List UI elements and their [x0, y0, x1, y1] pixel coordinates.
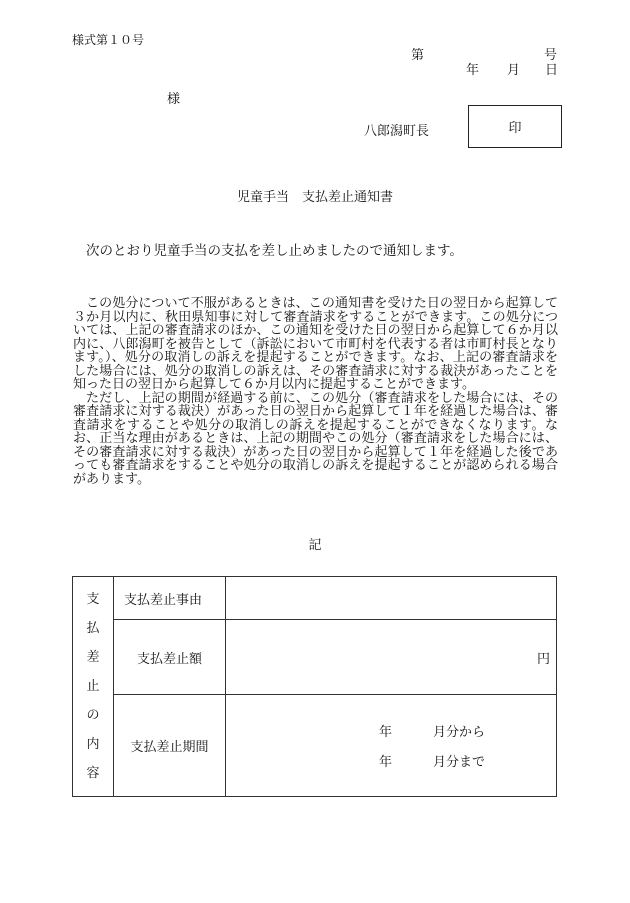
period-to-year: 年: [379, 755, 393, 770]
document-number-suffix: 号: [544, 48, 558, 63]
amount-unit: 円: [536, 651, 550, 667]
side-char: の: [86, 708, 100, 723]
notice-paragraph: ただし、上記の期間が経過する前に、この処分（審査請求をした場合には、その審査請求に対する裁決）があった日の翌日から起算して１年を経過した場合は、審査請求をすることや処分の取消しの訴えを提起することができなくなります。なお、正当な理由があるときは、上記の期間やこの処分（審査請求をした場合には、その審査請求に対する裁決）があった日の翌日から起算して１年を経過した後であっても審査請求をすることや処分の取消しの訴えを提起することが認められる場合があります。: [73, 390, 558, 487]
reason-value[interactable]: [226, 577, 557, 620]
intro-text: 次のとおり児童手当の支払を差し止めましたので通知します。: [86, 243, 463, 259]
side-char: 内: [86, 737, 100, 752]
appeal-notice: [73, 297, 558, 486]
date-month-label: 月: [507, 63, 521, 78]
date-year-label: 年: [466, 63, 480, 78]
side-char: 支: [86, 592, 100, 607]
addressee-suffix: 様: [167, 92, 181, 107]
side-char: 差: [86, 650, 100, 665]
period-label: 支払差止期間: [114, 695, 226, 797]
period-from-year: 年: [379, 725, 393, 740]
details-table: [72, 576, 557, 797]
side-label: [73, 577, 114, 797]
period-value[interactable]: [226, 695, 557, 797]
issuer-name: 八郎潟町長: [364, 124, 430, 139]
seal-box: [468, 105, 562, 148]
document-title: 児童手当 支払差止通知書: [236, 190, 393, 205]
amount-value[interactable]: [226, 620, 557, 695]
ki-heading: 記: [308, 538, 322, 553]
side-char: 払: [86, 621, 100, 636]
form-number: 様式第１０号: [72, 33, 145, 47]
reason-label: 支払差止事由: [114, 577, 226, 620]
period-to-month: 月分まで: [433, 755, 486, 770]
date-day-label: 日: [545, 63, 559, 78]
document-number-prefix: 第: [411, 48, 425, 63]
period-from-month: 月分から: [433, 725, 486, 740]
side-char: 止: [86, 679, 100, 694]
side-char: 容: [86, 766, 100, 781]
seal-label: 印: [508, 121, 522, 136]
amount-label: 支払差止額: [114, 620, 226, 695]
notice-paragraph: この処分について不服があるときは、この通知書を受けた日の翌日から起算して３か月以内に、秋田県知事に対して審査請求をすることができます。この処分については、上記の審査請求のほか、この通知を受けた日の翌日から起算して６か月以内に、八郎潟町を被告として（訴訟において市町村を代表する者は市町村長となります。）、処分の取消しの訴えを提起することができます。なお、上記の審査請求をした場合には、処分の取消しの訴えは、その審査請求に対する裁決があったことを知った日の翌日から起算して６か月以内に提起することができます。: [73, 296, 558, 392]
